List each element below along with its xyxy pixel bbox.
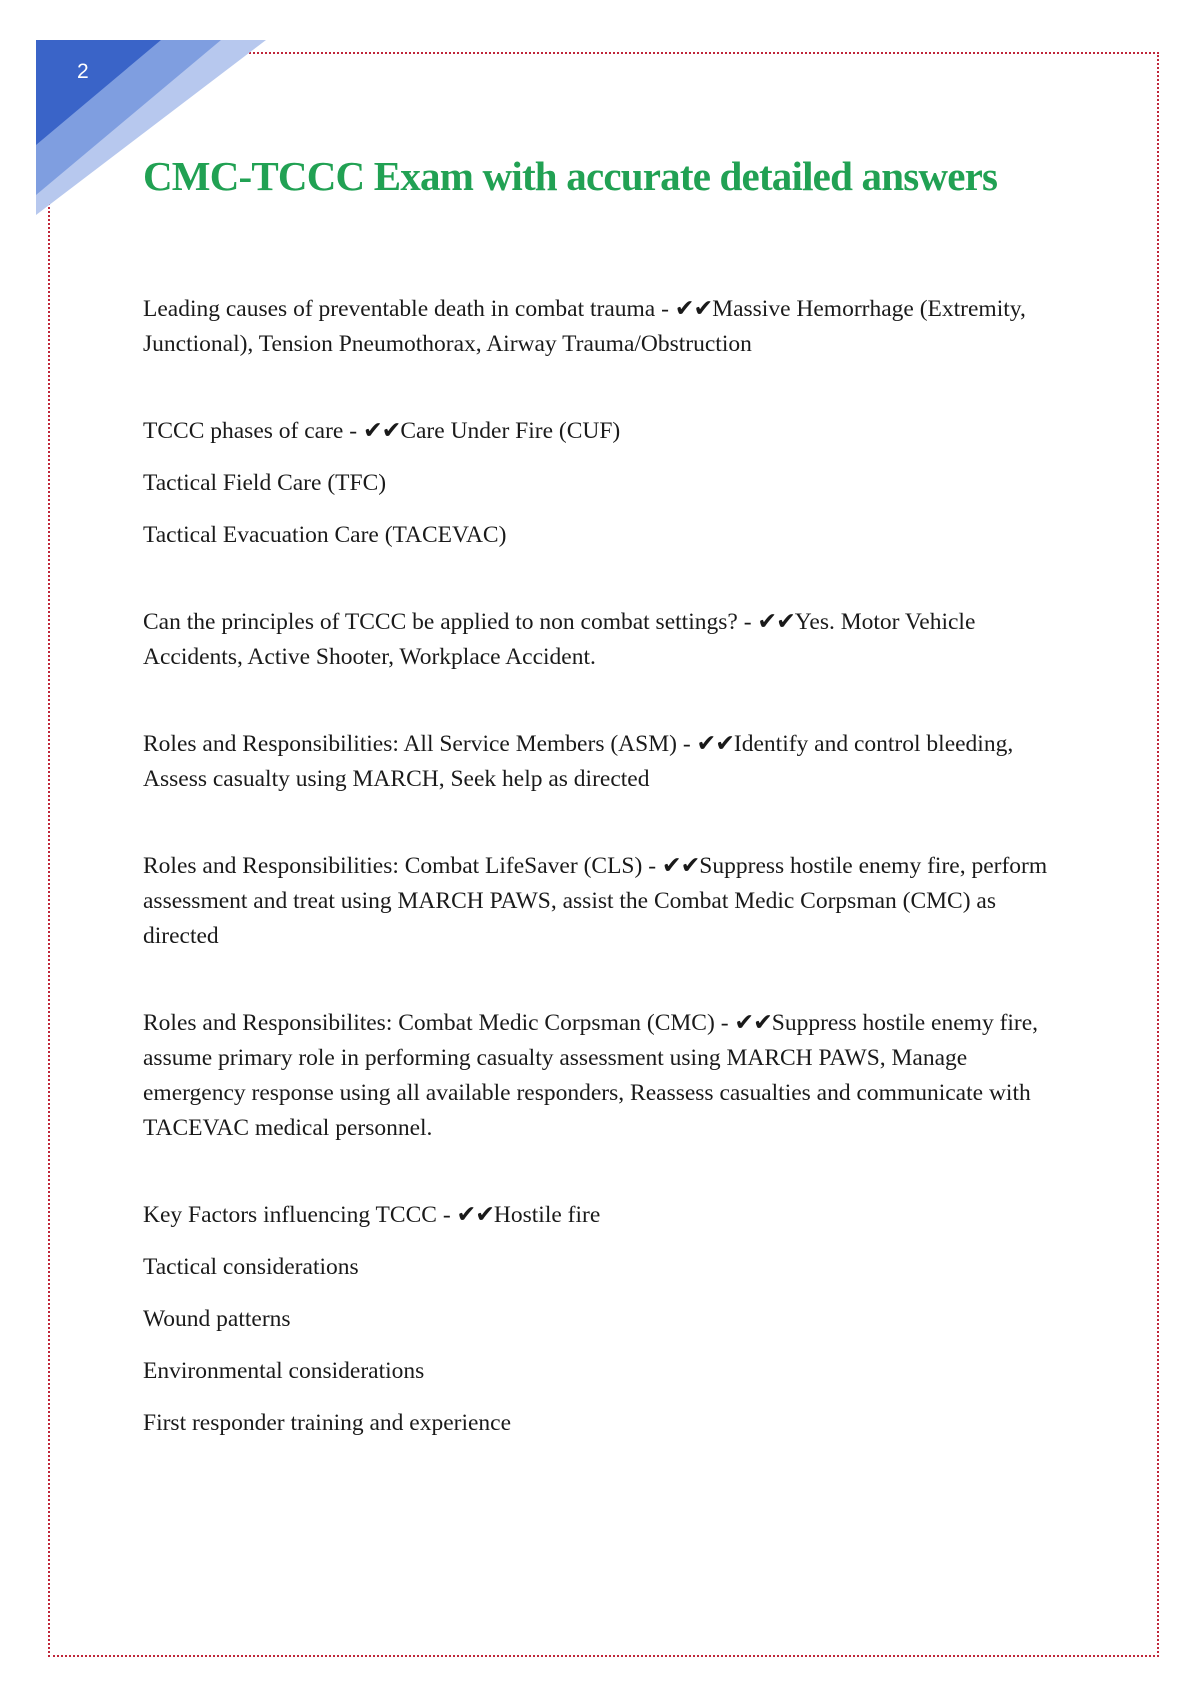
separator: - xyxy=(655,296,675,322)
qa-main-line xyxy=(143,849,1063,954)
qa-entry xyxy=(143,414,1063,553)
answer-text: Suppress hostile enemy fire, assume primary role in performing casualty assessment using MARCH PAWS, Manage emergency response using all available responders, Reassess casualties and communicate with TACEVAC medical personnel. xyxy=(143,1010,1039,1141)
qa-list xyxy=(143,292,1063,1493)
answer-extra-line: Tactical considerations xyxy=(143,1254,359,1280)
question-text: TCCC phases of care xyxy=(143,418,344,444)
check-icon: ✔✔ xyxy=(696,731,734,757)
question-text: Roles and Responsibilites: Combat Medic Corpsman (CMC) xyxy=(143,1010,715,1036)
check-icon: ✔✔ xyxy=(757,609,795,635)
check-icon: ✔✔ xyxy=(456,1202,494,1228)
qa-main-line xyxy=(143,292,1063,362)
qa-entry xyxy=(143,727,1063,797)
qa-entry xyxy=(143,1198,1063,1441)
answer-text: Yes. Motor Vehicle Accidents, Active Shooter, Workplace Accident. xyxy=(143,609,976,670)
separator: - xyxy=(714,1010,735,1036)
question-text: Roles and Responsibilities: All Service Members (ASM) xyxy=(143,731,677,757)
answer-extra-line: Wound patterns xyxy=(143,1306,291,1332)
qa-entry xyxy=(143,1006,1063,1146)
answer-text: Massive Hemorrhage (Extremity, Junctional), Tension Pneumothorax, Airway Trauma/Obstruction xyxy=(143,296,1026,357)
check-icon: ✔✔ xyxy=(674,296,713,322)
answer-text: Hostile fire xyxy=(493,1202,601,1228)
answer-text: Identify and control bleeding, Assess casualty using MARCH, Seek help as directed xyxy=(143,731,1014,792)
separator: - xyxy=(343,418,363,444)
page-number: 2 xyxy=(77,60,89,83)
qa-main-line xyxy=(143,414,1063,449)
answer-extra-line: Tactical Field Care (TFC) xyxy=(143,470,387,496)
qa-main-line xyxy=(143,727,1063,797)
question-text: Key Factors influencing TCCC xyxy=(143,1202,437,1228)
separator: - xyxy=(676,731,697,757)
separator: - xyxy=(642,853,662,879)
answer-extra-line: Tactical Evacuation Care (TACEVAC) xyxy=(143,522,507,548)
document-title: CMC-TCCC Exam with accurate detailed answers xyxy=(143,153,998,199)
question-text: Can the principles of TCCC be applied to non combat settings? xyxy=(143,609,738,635)
qa-main-line xyxy=(143,605,1063,675)
separator: - xyxy=(436,1202,457,1228)
qa-main-line xyxy=(143,1006,1063,1146)
answer-text: Suppress hostile enemy fire, perform assessment and treat using MARCH PAWS, assist the Combat Medic Corpsman (CMC) as directed xyxy=(143,853,1048,949)
answer-extra-line: Environmental considerations xyxy=(143,1358,425,1384)
qa-entry xyxy=(143,605,1063,675)
separator: - xyxy=(737,609,758,635)
qa-entry xyxy=(143,849,1063,954)
answer-text: Care Under Fire (CUF) xyxy=(400,418,621,444)
check-icon: ✔✔ xyxy=(734,1010,772,1036)
question-text: Roles and Responsibilities: Combat LifeSaver (CLS) xyxy=(143,853,643,879)
question-text: Leading causes of preventable death in combat trauma xyxy=(143,296,656,322)
check-icon: ✔✔ xyxy=(661,853,700,879)
check-icon: ✔✔ xyxy=(362,418,401,444)
answer-extra-line: First responder training and experience xyxy=(143,1410,512,1436)
qa-main-line xyxy=(143,1198,1063,1233)
qa-entry xyxy=(143,292,1063,362)
